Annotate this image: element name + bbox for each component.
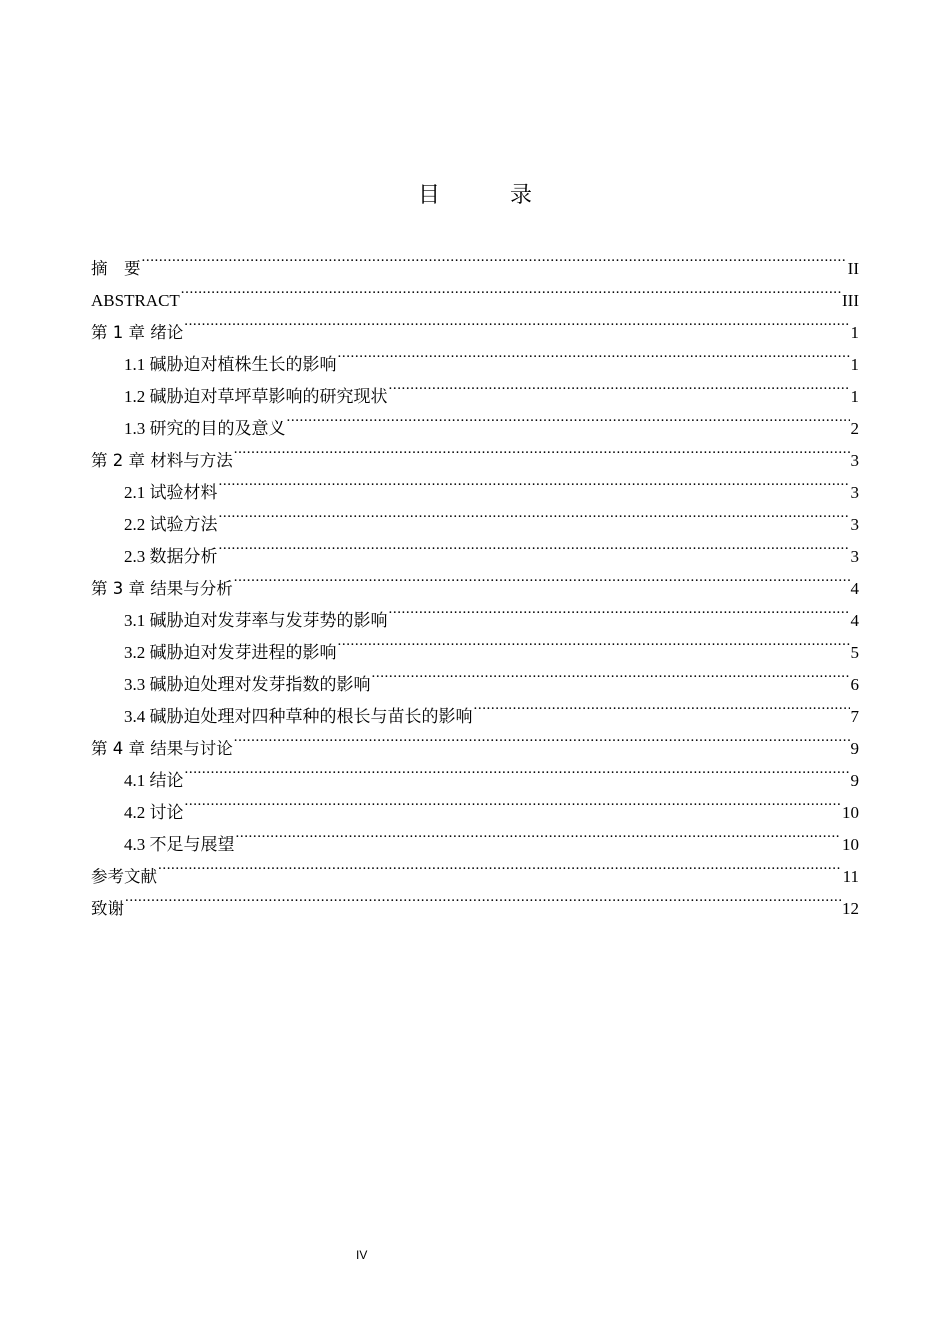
toc-entry-label: 4.2 讨论 bbox=[124, 803, 184, 822]
footer-page-number: IV bbox=[356, 1248, 368, 1262]
toc-leader-dots bbox=[125, 882, 841, 914]
toc-leader-dots bbox=[158, 850, 842, 882]
toc-entry-page: 7 bbox=[850, 707, 859, 726]
toc-entry-label: 3.1 碱胁迫对发芽率与发芽势的影响 bbox=[124, 611, 388, 630]
toc-entry-label: 1.2 碱胁迫对草坪草影响的研究现状 bbox=[124, 387, 388, 406]
toc-entry-page: 3 bbox=[850, 547, 859, 566]
toc-entry-page: II bbox=[847, 259, 859, 278]
toc-entry-page: 4 bbox=[850, 611, 859, 630]
toc-entry-label: 第 1 章 绪论 bbox=[91, 323, 184, 342]
toc-entry[interactable] bbox=[91, 882, 859, 918]
toc-leader-dots bbox=[234, 722, 850, 754]
toc-entry-page: 11 bbox=[842, 867, 859, 886]
toc-entry-page: III bbox=[842, 291, 859, 310]
toc-title: 目 录 bbox=[417, 182, 556, 207]
toc-leader-dots bbox=[474, 690, 850, 722]
toc-entry[interactable] bbox=[91, 242, 859, 278]
toc-entry-label: 摘 要 bbox=[91, 259, 141, 278]
toc-entry-label: 参考文献 bbox=[91, 867, 157, 886]
toc-entry-page: 5 bbox=[850, 643, 859, 662]
toc-leader-dots bbox=[234, 434, 850, 466]
toc-entry[interactable] bbox=[91, 338, 859, 374]
toc-entry[interactable] bbox=[91, 274, 859, 310]
toc-entry-page: 3 bbox=[850, 451, 859, 470]
toc-entry-page: 9 bbox=[850, 739, 859, 758]
toc-entry[interactable] bbox=[91, 818, 859, 854]
toc-leader-dots bbox=[185, 754, 850, 786]
toc-entry-page: 4 bbox=[850, 579, 859, 598]
toc-leader-dots bbox=[338, 626, 850, 658]
toc-entry-label: 3.4 碱胁迫处理对四种草种的根长与苗长的影响 bbox=[124, 707, 473, 726]
toc-entry-page: 3 bbox=[850, 515, 859, 534]
toc-entry[interactable] bbox=[91, 306, 859, 342]
toc-entry[interactable] bbox=[91, 754, 859, 790]
toc-leader-dots bbox=[236, 818, 842, 850]
toc-entry-label: 第 4 章 结果与讨论 bbox=[91, 739, 233, 758]
toc-leader-dots bbox=[287, 402, 850, 434]
toc-entry-page: 1 bbox=[850, 387, 859, 406]
toc-entry-label: 第 2 章 材料与方法 bbox=[91, 451, 233, 470]
toc-entry-label: 3.2 碱胁迫对发芽进程的影响 bbox=[124, 643, 337, 662]
toc-entry-label: ABSTRACT bbox=[91, 291, 180, 310]
toc-leader-dots bbox=[185, 786, 842, 818]
toc-entry-label: 2.2 试验方法 bbox=[124, 515, 218, 534]
toc-entry-page: 10 bbox=[842, 835, 859, 854]
toc-entry-label: 致谢 bbox=[91, 899, 124, 918]
toc-leader-dots bbox=[219, 530, 850, 562]
toc-entry-label: 1.3 研究的目的及意义 bbox=[124, 419, 286, 438]
toc-leader-dots bbox=[389, 370, 850, 402]
toc-entry-label: 1.1 碱胁迫对植株生长的影响 bbox=[124, 355, 337, 374]
toc-entry-label: 2.1 试验材料 bbox=[124, 483, 218, 502]
toc-leader-dots bbox=[219, 466, 850, 498]
toc-entry-page: 9 bbox=[850, 771, 859, 790]
toc-leader-dots bbox=[219, 498, 850, 530]
toc-entry-label: 第 3 章 结果与分析 bbox=[91, 579, 233, 598]
toc-list bbox=[91, 242, 859, 918]
toc-leader-dots bbox=[389, 594, 850, 626]
toc-entry[interactable] bbox=[91, 786, 859, 822]
toc-entry-page: 1 bbox=[850, 323, 859, 342]
toc-leader-dots bbox=[372, 658, 850, 690]
toc-leader-dots bbox=[184, 306, 849, 338]
toc-entry-label: 2.3 数据分析 bbox=[124, 547, 218, 566]
toc-entry-page: 6 bbox=[850, 675, 859, 694]
toc-entry-page: 12 bbox=[842, 899, 859, 918]
toc-entry-label: 4.1 结论 bbox=[124, 771, 184, 790]
toc-leader-dots bbox=[234, 562, 850, 594]
toc-leader-dots bbox=[142, 242, 847, 274]
toc-entry-page: 2 bbox=[850, 419, 859, 438]
toc-leader-dots bbox=[181, 274, 841, 306]
toc-entry[interactable] bbox=[91, 850, 859, 886]
toc-leader-dots bbox=[338, 338, 850, 370]
toc-entry-label: 3.3 碱胁迫处理对发芽指数的影响 bbox=[124, 675, 371, 694]
toc-entry-page: 3 bbox=[850, 483, 859, 502]
toc-entry-label: 4.3 不足与展望 bbox=[124, 835, 235, 854]
toc-entry-page: 1 bbox=[850, 355, 859, 374]
toc-entry-page: 10 bbox=[842, 803, 859, 822]
